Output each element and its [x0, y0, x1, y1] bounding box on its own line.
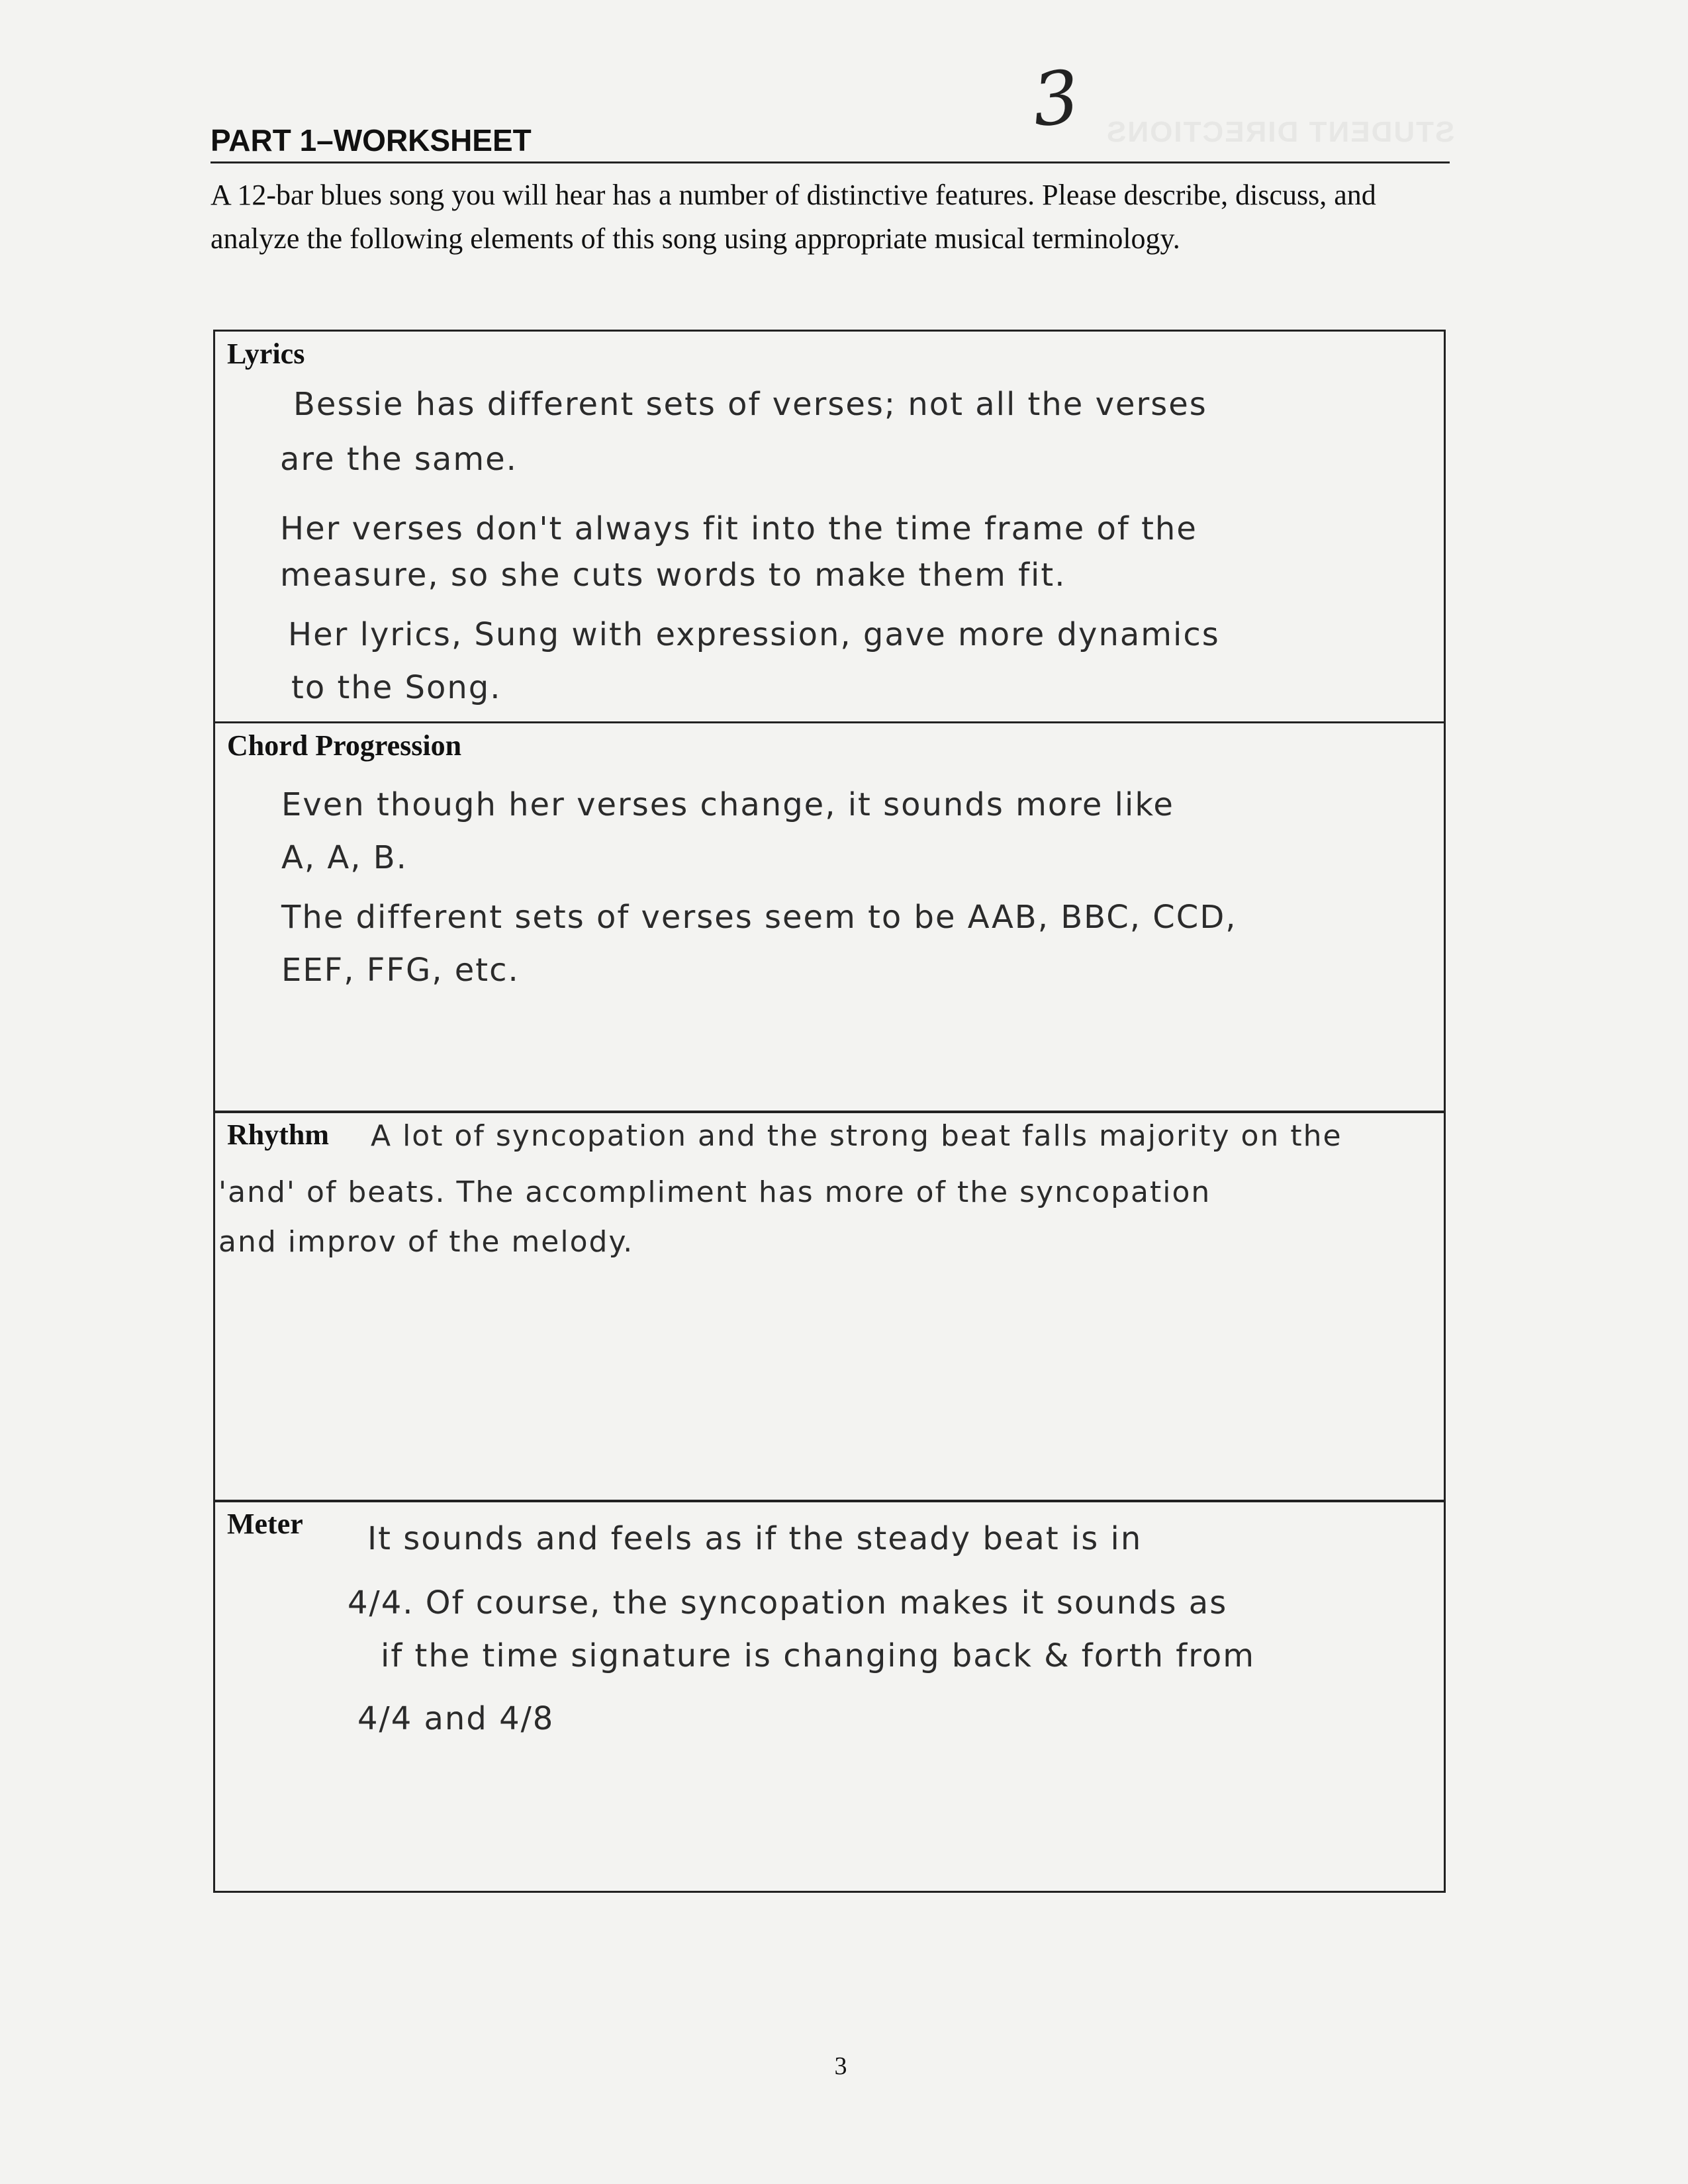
page-number: 3	[834, 2052, 847, 2080]
section-label-lyrics: Lyrics	[227, 338, 305, 370]
meter-answer-line: 4/4. Of course, the syncopation makes it sounds as	[348, 1584, 1228, 1621]
meter-answer-line: 4/4 and 4/8	[357, 1700, 555, 1737]
bleed-through-text: STUDENT DIRECTIONS	[1105, 116, 1455, 148]
lyrics-section	[213, 330, 1446, 723]
chord-answer-line: EEF, FFG, etc.	[281, 952, 520, 989]
worksheet-title: PART 1–WORKSHEET	[211, 123, 532, 158]
meter-answer-line: if the time signature is changing back & forth from	[381, 1637, 1256, 1674]
handwritten-page-number: 3	[1028, 54, 1084, 144]
lyrics-answer-line: Her lyrics, Sung with expression, gave more dynamics	[288, 616, 1220, 653]
rhythm-answer-line: and improv of the melody.	[218, 1225, 634, 1259]
section-label-meter: Meter	[227, 1508, 303, 1540]
rhythm-answer-line: 'and' of beats. The accompliment has more of the syncopation	[218, 1175, 1211, 1209]
lyrics-answer-line: Bessie has different sets of verses; not all the verses	[293, 386, 1207, 423]
lyrics-answer-line: measure, so she cuts words to make them fit.	[280, 557, 1066, 594]
meter-section	[213, 1500, 1446, 1893]
chord-answer-line: A, A, B.	[281, 839, 408, 876]
rhythm-answer-line: A lot of syncopation and the strong beat falls majority on the	[371, 1119, 1342, 1153]
rhythm-section	[213, 1111, 1446, 1502]
lyrics-answer-line: Her verses don't always fit into the time frame of the	[280, 510, 1197, 547]
chord-answer-line: Even though her verses change, it sounds more like	[281, 786, 1174, 823]
section-label-chord-progression: Chord Progression	[227, 729, 462, 762]
chord-answer-line: The different sets of verses seem to be AAB, BBC, CCD,	[281, 899, 1237, 936]
meter-answer-line: It sounds and feels as if the steady beat is in	[367, 1520, 1143, 1557]
lyrics-answer-line: are the same.	[280, 441, 518, 478]
title-divider	[211, 161, 1450, 163]
lyrics-answer-line: to the Song.	[291, 669, 502, 706]
chord-progression-section	[213, 721, 1446, 1113]
worksheet-instructions: A 12-bar blues song you will hear has a number of distinctive features. Please describe, discuss, and analyze the following elements of this song using appropriate musical terminology.	[211, 179, 1376, 255]
section-label-rhythm: Rhythm	[227, 1118, 330, 1151]
